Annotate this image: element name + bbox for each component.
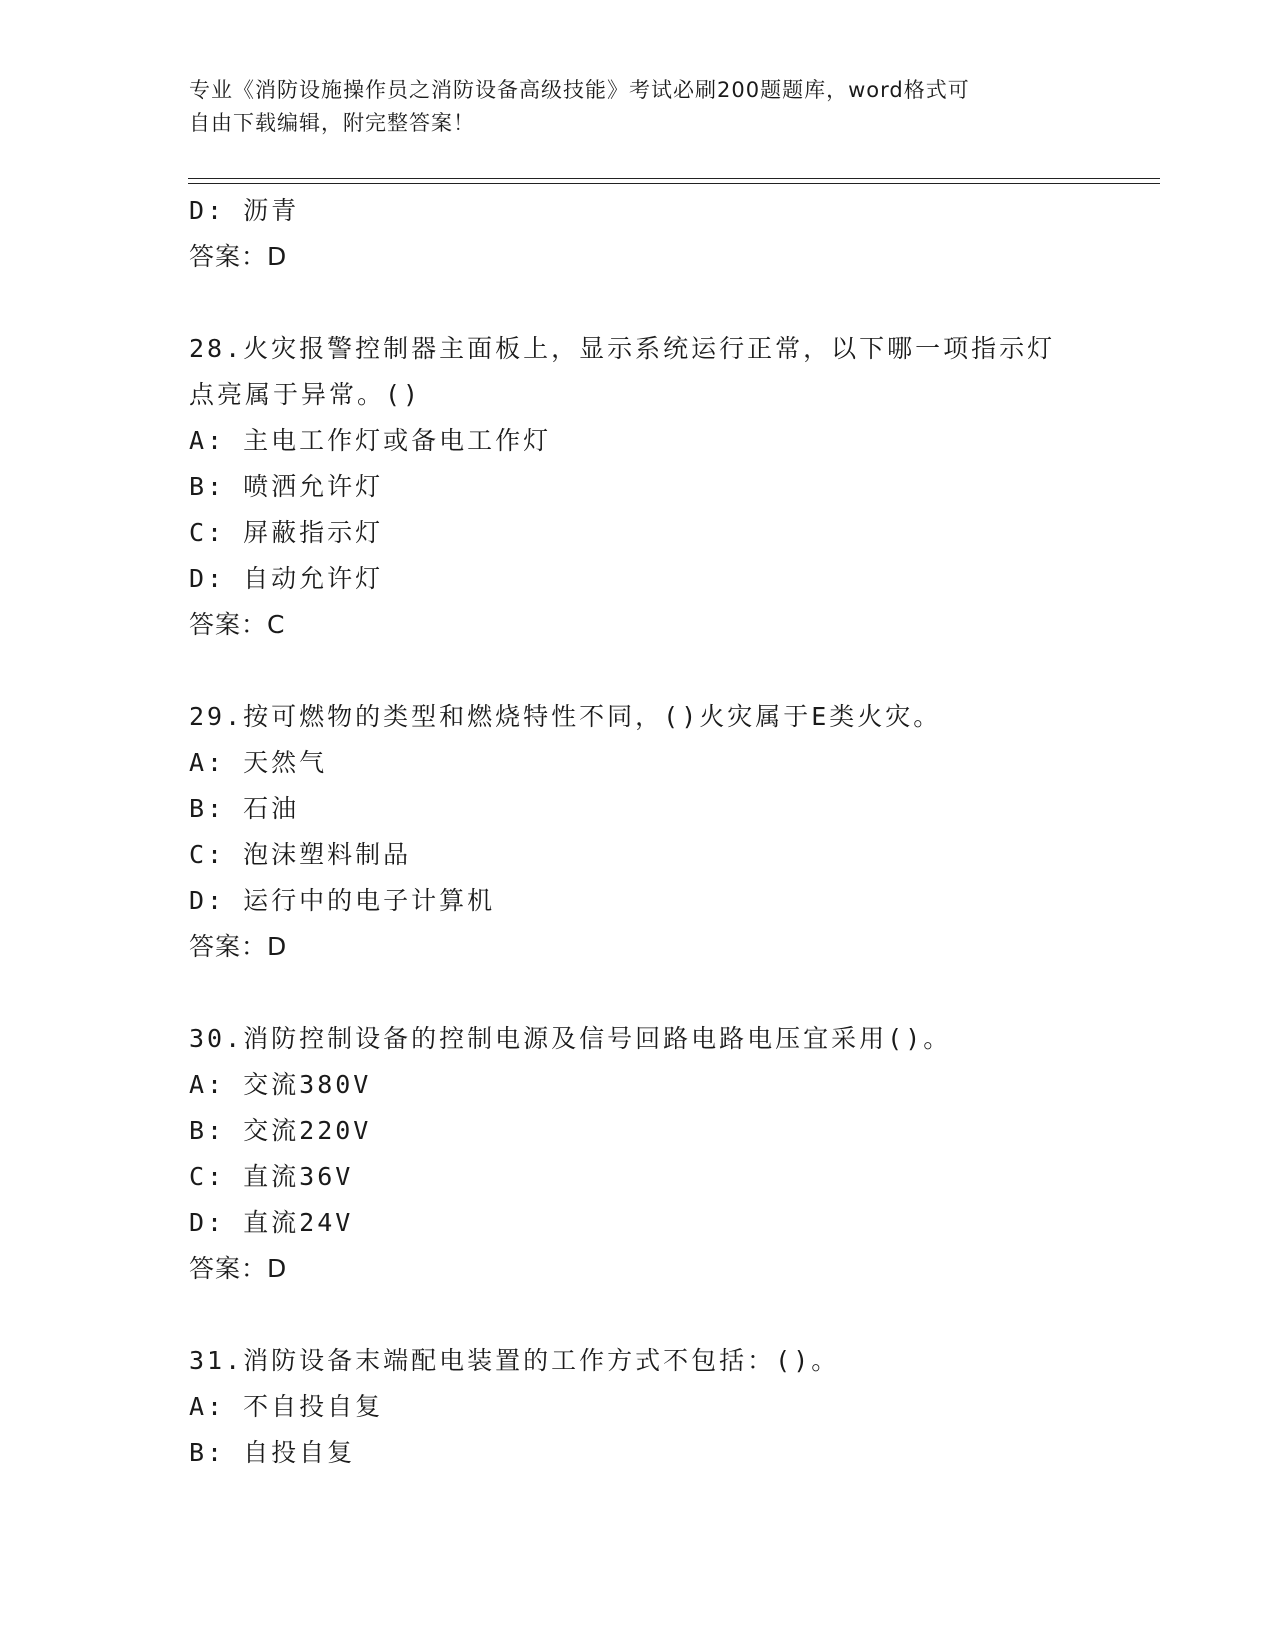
question-stem-continued: 点亮属于异常。() xyxy=(189,380,422,409)
question-stem: 30.消防控制设备的控制电源及信号回路电路电压宜采用()。 xyxy=(189,1024,952,1053)
header-line-1: 专业《消防设施操作员之消防设备高级技能》考试必刷200题题库，word格式可 xyxy=(189,78,970,102)
header-rule-bottom xyxy=(188,183,1160,184)
question-31 xyxy=(189,1338,1089,1476)
question-30 xyxy=(189,1016,1089,1292)
question-29 xyxy=(189,694,1089,970)
option-b: B: 交流220V xyxy=(189,1116,372,1145)
option-c: C: 泡沫塑料制品 xyxy=(189,840,412,869)
question-content xyxy=(189,188,1089,1476)
question-28 xyxy=(189,326,1089,648)
option-a: A: 交流380V xyxy=(189,1070,372,1099)
option-d: D: 运行中的电子计算机 xyxy=(189,886,496,915)
option-b: B: 喷洒允许灯 xyxy=(189,472,384,501)
option-b: B: 自投自复 xyxy=(189,1438,356,1467)
answer: 答案：C xyxy=(189,610,286,639)
option-c: C: 直流36V xyxy=(189,1162,354,1191)
option-b: B: 石油 xyxy=(189,794,300,823)
header-line-2: 自由下载编辑，附完整答案！ xyxy=(189,111,475,135)
header-rule-top xyxy=(188,178,1160,179)
document-header xyxy=(189,74,1069,140)
answer: 答案：D xyxy=(189,932,288,961)
answer: 答案：D xyxy=(189,1254,288,1283)
option-a: A: 天然气 xyxy=(189,748,328,777)
answer: 答案：D xyxy=(189,242,288,271)
option-a: A: 主电工作灯或备电工作灯 xyxy=(189,426,552,455)
option-d: D: 自动允许灯 xyxy=(189,564,384,593)
question-stem: 29.按可燃物的类型和燃烧特性不同，()火灾属于E类火灾。 xyxy=(189,702,942,731)
option-a: A: 不自投自复 xyxy=(189,1392,384,1421)
option-d: D: 沥青 xyxy=(189,196,300,225)
question-stem: 28.火灾报警控制器主面板上，显示系统运行正常，以下哪一项指示灯 xyxy=(189,334,1056,363)
option-d: D: 直流24V xyxy=(189,1208,354,1237)
question-stem: 31.消防设备末端配电装置的工作方式不包括：()。 xyxy=(189,1346,840,1375)
option-c: C: 屏蔽指示灯 xyxy=(189,518,384,547)
